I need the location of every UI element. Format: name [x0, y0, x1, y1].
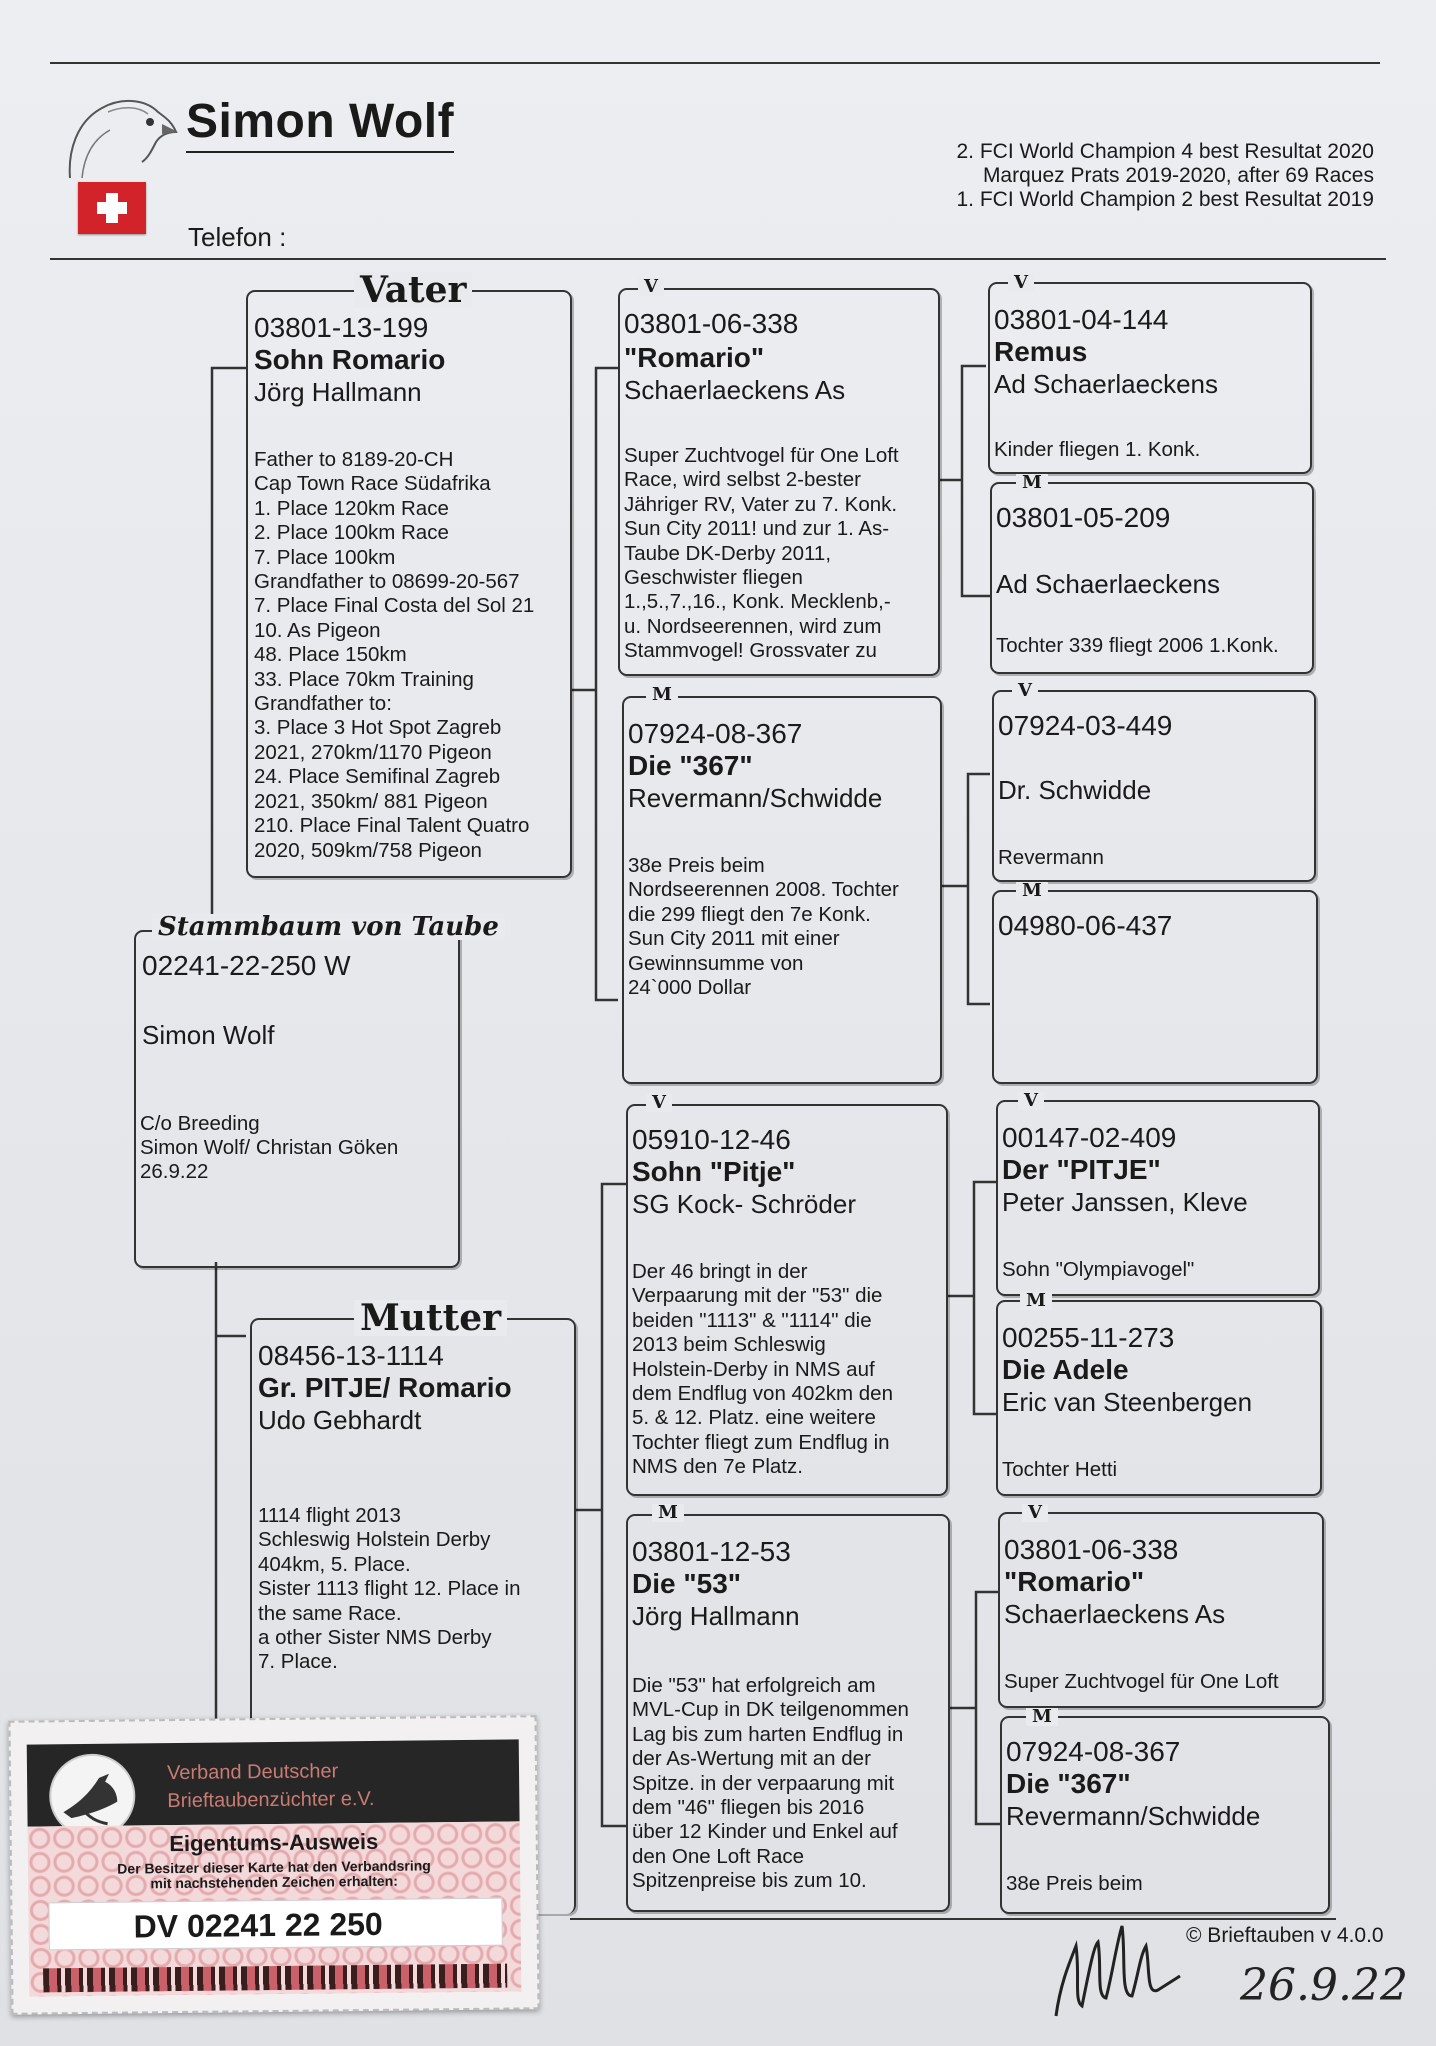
note-line: NMS den 7e Platz.: [632, 1455, 803, 1479]
card-title: Eigentums-Ausweis: [169, 1828, 379, 1857]
mother-name: Gr. PITJE/ Romario: [258, 1372, 512, 1403]
fff-breeder: Ad Schaerlaeckens: [994, 369, 1219, 399]
note-line: 48. Place 150km: [254, 643, 407, 667]
mff-note: Sohn "Olympiavogel": [1002, 1258, 1195, 1281]
fm-ring: 07924-08-367: [628, 718, 803, 749]
note-line: 404km, 5. Place.: [258, 1552, 411, 1576]
mf-name: Sohn "Pitje": [632, 1156, 796, 1187]
note-line: 2. Place 100km Race: [254, 521, 449, 545]
mf-notes: [632, 1260, 944, 1480]
m-label: M: [1026, 1708, 1058, 1726]
fmf-box: [992, 690, 1316, 882]
mmf-name: "Romario": [1004, 1566, 1145, 1597]
mff-name: Der "PITJE": [1002, 1154, 1161, 1185]
note-line: 7. Place 100km: [254, 545, 396, 569]
mfm-name: Die Adele: [1002, 1354, 1129, 1385]
note-line: Grandfather to 08699-20-567: [254, 570, 520, 594]
mmf-ring: 03801-06-338: [1004, 1534, 1179, 1565]
achievement-line: 2. FCI World Champion 4 best Resultat 2020: [956, 140, 1374, 163]
v-label: V: [646, 1094, 672, 1112]
signature: [1046, 1906, 1186, 2026]
mmm-note: 38e Preis beim: [1006, 1872, 1143, 1895]
achievement-line: 1. FCI World Champion 2 best Resultat 2019: [956, 188, 1374, 211]
mff-box: [996, 1100, 1320, 1296]
subject-ring: 02241-22-250 W: [142, 950, 351, 981]
v-label: V: [1012, 682, 1038, 700]
stammbaum-label: Stammbaum von Taube: [152, 914, 505, 940]
fmf-ring: 07924-03-449: [998, 710, 1173, 741]
fff-ring: 03801-04-144: [994, 304, 1169, 335]
subject-note: 26.9.22: [140, 1160, 209, 1183]
mmm-box: [1000, 1716, 1330, 1914]
v-label: V: [638, 278, 664, 296]
note-line: 7. Place.: [258, 1650, 338, 1674]
mm-box: [626, 1514, 950, 1912]
note-line: Sister 1113 flight 12. Place in: [258, 1577, 521, 1601]
note-line: 2021, 270km/1170 Pigeon: [254, 740, 492, 764]
note-line: 2021, 350km/ 881 Pigeon: [254, 789, 488, 813]
fmf-note: Revermann: [998, 846, 1104, 869]
m-label: M: [646, 686, 678, 704]
mff-ring: 00147-02-409: [1002, 1122, 1177, 1153]
note-line: 7. Place Final Costa del Sol 21: [254, 594, 535, 618]
note-line: 1. Place 120km Race: [254, 496, 449, 520]
note-line: Holstein-Derby in NMS auf: [632, 1357, 875, 1381]
note-line: 1.,5.,7.,16., Konk. Mecklenb,-: [624, 590, 891, 614]
mmm-breeder: Revermann/Schwidde: [1006, 1801, 1261, 1831]
m-label: M: [1020, 1292, 1052, 1310]
card-ring-number: DV 02241 22 250: [48, 1898, 502, 1951]
note-line: 24. Place Semifinal Zagreb: [254, 765, 501, 789]
vater-label: Vater: [354, 272, 472, 308]
mfm-ring: 00255-11-273: [1002, 1322, 1175, 1353]
ff-ring: 03801-06-338: [624, 308, 799, 339]
ffm-note: Tochter 339 fliegt 2006 1.Konk.: [996, 634, 1279, 657]
note-line: der As-Wertung mit an der: [632, 1747, 871, 1771]
father-breeder: Jörg Hallmann: [254, 377, 422, 407]
father-notes: [254, 448, 568, 863]
mmf-note: Super Zuchtvogel für One Loft: [1004, 1670, 1279, 1693]
note-line: beiden "1113" & "1114" die: [632, 1308, 872, 1332]
mmm-ring: 07924-08-367: [1006, 1736, 1181, 1767]
note-line: a other Sister NMS Derby: [258, 1626, 492, 1650]
mother-breeder: Udo Gebhardt: [258, 1405, 422, 1435]
fmf-breeder: Dr. Schwidde: [998, 775, 1152, 805]
note-line: 24`000 Dollar: [628, 976, 752, 1000]
note-line: 210. Place Final Talent Quatro: [254, 814, 530, 838]
mfm-note: Tochter Hetti: [1002, 1458, 1118, 1481]
note-line: 3. Place 3 Hot Spot Zagreb: [254, 716, 502, 740]
note-line: Schleswig Holstein Derby: [258, 1528, 491, 1552]
card-org-line: Verband Deutscher: [166, 1760, 339, 1785]
achievement-line: Marquez Prats 2019-2020, after 69 Races: [982, 164, 1374, 187]
note-line: Der 46 bringt in der: [632, 1260, 808, 1283]
card-org-line: Brieftaubenzüchter e.V.: [167, 1787, 375, 1813]
note-line: 2013 beim Schleswig: [632, 1333, 826, 1357]
card-org: [167, 1757, 375, 1815]
mfm-box: [996, 1300, 1322, 1496]
note-line: 2020, 509km/758 Pigeon: [254, 838, 482, 862]
subject-box: [134, 930, 460, 1268]
note-line: Father to 8189-20-CH: [254, 448, 454, 471]
note-line: the same Race.: [258, 1601, 402, 1625]
mutter-label: Mutter: [354, 1300, 507, 1336]
father-box: [246, 290, 572, 878]
note-line: u. Nordseerennen, wird zum: [624, 614, 882, 638]
fmm-ring: 04980-06-437: [998, 910, 1173, 941]
phone-label: Telefon :: [188, 222, 287, 252]
v-label: V: [1022, 1504, 1048, 1522]
v-label: V: [1008, 274, 1034, 292]
fff-note: Kinder fliegen 1. Konk.: [994, 438, 1201, 461]
note-line: Cap Town Race Südafrika: [254, 472, 491, 496]
mmm-name: Die "367": [1006, 1768, 1131, 1799]
mm-notes: [632, 1674, 946, 1894]
m-label: M: [652, 1504, 684, 1522]
mother-ring: 08456-13-1114: [258, 1340, 444, 1371]
mother-notes: [258, 1504, 572, 1675]
note-line: Stammvogel! Grossvater zu: [624, 639, 877, 663]
mmf-breeder: Schaerlaeckens As: [1004, 1599, 1226, 1629]
note-line: 5. & 12. Platz. eine weitere: [632, 1406, 876, 1430]
mf-ring: 05910-12-46: [632, 1124, 791, 1155]
note-line: den One Loft Race: [632, 1844, 805, 1868]
card-subtitle-line: mit nachstehenden Zeichen erhalten:: [150, 1872, 398, 1892]
mf-box: [626, 1104, 948, 1496]
father-name: Sohn Romario: [254, 344, 446, 375]
card-subtitle: [52, 1858, 496, 1893]
m-label: M: [1016, 474, 1048, 492]
note-line: Gewinnsumme von: [628, 951, 804, 975]
note-line: 38e Preis beim: [628, 854, 765, 877]
handwritten-date: 26.9.22: [1240, 1960, 1408, 2011]
note-line: dem "46" fliegen bis 2016: [632, 1796, 865, 1820]
fmm-box: [992, 890, 1318, 1084]
note-line: Verpaarung mit der "53" die: [632, 1284, 883, 1308]
note-line: Sun City 2011 mit einer: [628, 927, 840, 951]
card-subtitle-line: Der Besitzer dieser Karte hat den Verbandsring: [117, 1857, 431, 1877]
note-line: Nordseerennen 2008. Tochter: [628, 878, 899, 902]
card-header: [27, 1739, 520, 1826]
ffm-box: [990, 482, 1314, 674]
subject-note: Simon Wolf/ Christan Göken: [140, 1136, 399, 1159]
note-line: Sun City 2011! und zur 1. As-: [624, 517, 890, 541]
note-line: MVL-Cup in DK teilgenommen: [632, 1698, 909, 1722]
ffm-breeder: Ad Schaerlaeckens: [996, 569, 1221, 599]
note-line: Grandfather to:: [254, 692, 392, 716]
v-label: V: [1018, 1092, 1044, 1110]
note-line: Jähriger RV, Vater zu 7. Konk.: [624, 492, 898, 516]
note-line: Spitze. in der verpaarung mit: [632, 1771, 895, 1795]
card-pattern-band: [43, 1964, 507, 1993]
note-line: 1114 flight 2013: [258, 1504, 401, 1527]
father-ring: 03801-13-199: [254, 312, 429, 343]
owner-name: Simon Wolf: [186, 94, 454, 153]
note-line: dem Endflug von 402km den: [632, 1382, 893, 1406]
note-line: Spitzenpreise bis zum 10.: [632, 1869, 867, 1893]
note-line: 33. Place 70km Training: [254, 667, 474, 691]
copyright: © Brieftauben v 4.0.0: [1186, 1924, 1384, 1947]
note-line: Super Zuchtvogel für One Loft: [624, 444, 899, 467]
note-line: Die "53" hat erfolgreich am: [632, 1674, 876, 1697]
note-line: Geschwister fliegen: [624, 566, 803, 590]
ff-box: [618, 288, 940, 676]
ff-notes: [624, 444, 936, 664]
fm-breeder: Revermann/Schwidde: [628, 783, 883, 813]
subject-note: C/o Breeding: [140, 1112, 260, 1135]
note-line: die 299 fliegt den 7e Konk.: [628, 902, 871, 926]
fm-notes: [628, 854, 938, 1000]
mf-breeder: SG Kock- Schröder: [632, 1189, 856, 1219]
note-line: Taube DK-Derby 2011,: [624, 541, 832, 565]
note-line: Race, wird selbst 2-bester: [624, 468, 861, 492]
ownership-card: [8, 1715, 539, 2015]
fff-name: Remus: [994, 336, 1088, 367]
ff-name: "Romario": [624, 342, 765, 373]
ffm-ring: 03801-05-209: [996, 502, 1171, 533]
mm-name: Die "53": [632, 1568, 742, 1599]
fm-name: Die "367": [628, 750, 753, 781]
mfm-breeder: Eric van Steenbergen: [1002, 1387, 1253, 1417]
m-label: M: [1016, 882, 1048, 900]
subject-owner: Simon Wolf: [142, 1020, 275, 1050]
fff-box: [988, 282, 1312, 474]
mmf-box: [998, 1512, 1324, 1708]
fm-box: [622, 696, 942, 1084]
mff-breeder: Peter Janssen, Kleve: [1002, 1187, 1248, 1217]
mm-ring: 03801-12-53: [632, 1536, 791, 1567]
note-line: über 12 Kinder und Enkel auf: [632, 1820, 898, 1844]
note-line: Tochter fliegt zum Endflug in: [632, 1430, 890, 1454]
ff-breeder: Schaerlaeckens As: [624, 375, 846, 405]
note-line: 10. As Pigeon: [254, 618, 381, 642]
note-line: Lag bis zum harten Endflug in: [632, 1722, 904, 1746]
mm-breeder: Jörg Hallmann: [632, 1601, 800, 1631]
